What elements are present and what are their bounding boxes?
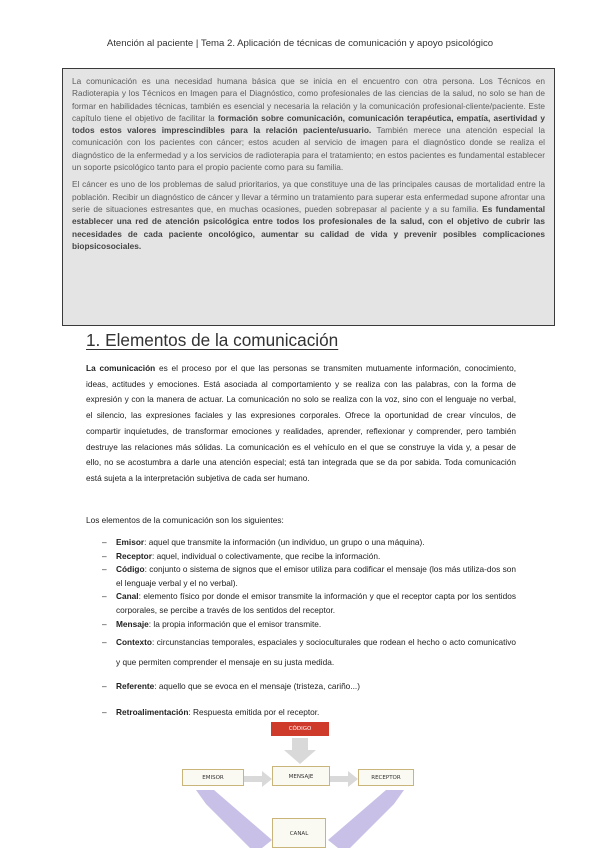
list-item-desc: : aquel que transmite la información (un individuo, un grupo o una máquina). <box>144 537 425 547</box>
list-item-term: Receptor <box>116 550 152 561</box>
code-box: CÓDIGO <box>271 722 329 736</box>
canal-box: CANAL <box>272 818 326 848</box>
list-item-term: Referente <box>116 681 155 692</box>
page-header: Atención al paciente | Tema 2. Aplicación de técnicas de comunicación y apoyo psicológico <box>106 38 494 49</box>
list-item-desc: : conjunto o sistema de signos que el emisor utiliza para codificar el mensaje (los más utiliza-dos son el lenguaje verbal y el no verbal). <box>116 564 516 588</box>
list-item <box>86 680 516 694</box>
list-item-desc: : Respuesta emitida por el receptor. <box>188 706 320 717</box>
list-item <box>86 536 516 550</box>
list-item-desc: : aquello que se evoca en el mensaje (tristeza, cariño...) <box>154 681 360 692</box>
list-item <box>86 563 516 590</box>
list-item-term: Retroalimentación <box>116 706 189 717</box>
mensaje-box: MENSAJE <box>272 766 330 786</box>
list-item <box>86 633 516 672</box>
intro-paragraph-1 <box>72 75 545 173</box>
list-item-term: Canal <box>116 591 139 602</box>
section-body-text: es el proceso por el que las personas se transmiten mutuamente información, conocimiento, ideas, actitudes y emociones. Está asociada al comportamiento y se realiza con las palabras, con la forma de expresión y con la manera de actuar. La comunicación no solo se realiza con la voz, sino con el lenguaje no verbal, el silencio, las expresiones faciales y las expresiones corporales. Ofrece la oportunidad de crear vínculos, de compartir inquietudes, de transformar emociones y realidades, aprender, reflexionar y comprender, pero también destruye las relaciones más sólidas. La comunicación es el vehículo en el que se construye la vida y, a pesar de ello, no se acostumbra a darle una atención especial; está tan integrada que se da por sabida. Toda comunicación está sujeta a la interpretación subjetiva de cada ser humano. <box>86 363 517 483</box>
intro-text-run: El cáncer es uno de los problemas de salud prioritarios, ya que constituye una de las principales causas de mortalidad entre la población. Recibir un diagnóstico de cáncer y llevar a término un tratamiento para superar esta enfermedad supone afrontar una serie de situaciones estresantes que, en muchas ocasiones, pueden sobrepasar al paciente y a su familia. <box>72 179 545 214</box>
arrow-left-to-center <box>244 771 272 787</box>
section-body-lead: La comunicación <box>86 363 156 373</box>
intro-box <box>62 68 555 326</box>
list-item <box>86 590 516 617</box>
intro-paragraph-2 <box>72 178 545 252</box>
list-item <box>86 618 516 632</box>
communication-diagram <box>170 718 430 848</box>
list-item-term: Contexto <box>116 637 152 648</box>
list-item-term: Emisor <box>116 537 145 547</box>
section-body <box>86 361 516 487</box>
list-item-desc: : elemento físico por donde el emisor transmite la información y que el receptor capta por los sentidos corporales, se percibe a través de los sentidos del receptor. <box>116 591 516 615</box>
intro-bold-run: formación sobre comunicación, comunicación terapéutica, empatía, asertividad y todos estos valores imprescindibles para la relación paciente/usuario. <box>72 112 545 136</box>
arrow-code-down <box>284 738 316 764</box>
intro-bold-run: Es fundamental establecer una red de atención psicológica entre todos los profesionales de la salud, con el objetivo de cubrir las necesidades de cada paciente oncológico, aumentar su calidad de vida y prevenir posibles complicaciones biopsicosociales. <box>72 203 545 251</box>
list-item-desc: : aquel, individual o colectivamente, que recibe la información. <box>151 550 381 561</box>
section-title: 1. Elementos de la comunicación <box>86 330 339 350</box>
arrow-bottom-left <box>196 790 272 848</box>
list-item-desc: : circunstancias temporales, espaciales y socioculturales que rodean el hecho o acto comunicativo y que permiten comprender el mensaje en su justa medida. <box>116 637 516 667</box>
elements-intro: Los elementos de la comunicación son los siguientes: <box>86 515 284 525</box>
list-item-desc: : la propia información que el emisor transmite. <box>148 618 322 629</box>
list-item <box>86 550 516 564</box>
elements-list <box>86 536 516 719</box>
arrow-center-to-right <box>330 771 358 787</box>
list-item-term: Código <box>116 564 145 575</box>
intro-text-run: La comunicación es una necesidad humana básica que se inicia en el encuentro con otra persona. Los Técnicos en Radioterapia y los Técnicos en Imagen para el Diagnóstico, como profesionales de las ciencias de la salud, no solo se han de formar en habilidades técnicas, también es esencial y necesaria la relación y la comunicación profesional-cliente/paciente. Este capítulo tiene el objetivo de facilitar la <box>72 76 545 123</box>
arrow-bottom-right <box>328 790 404 848</box>
intro-text-run: También merece una atención especial la comunicación con los pacientes con cáncer; estos acuden al servicio de imagen para el diagnóstico donde se realiza el diagnóstico de la enfermedad y a los servicios de radioterapia para el tratamiento; en estos pacientes es fundamental establecer un soporte psicológico tanto para el propio paciente como para su familia. <box>72 125 545 173</box>
emisor-box: EMISOR <box>182 769 244 786</box>
list-item-term: Mensaje <box>116 618 149 629</box>
receptor-box: RECEPTOR <box>358 769 414 786</box>
